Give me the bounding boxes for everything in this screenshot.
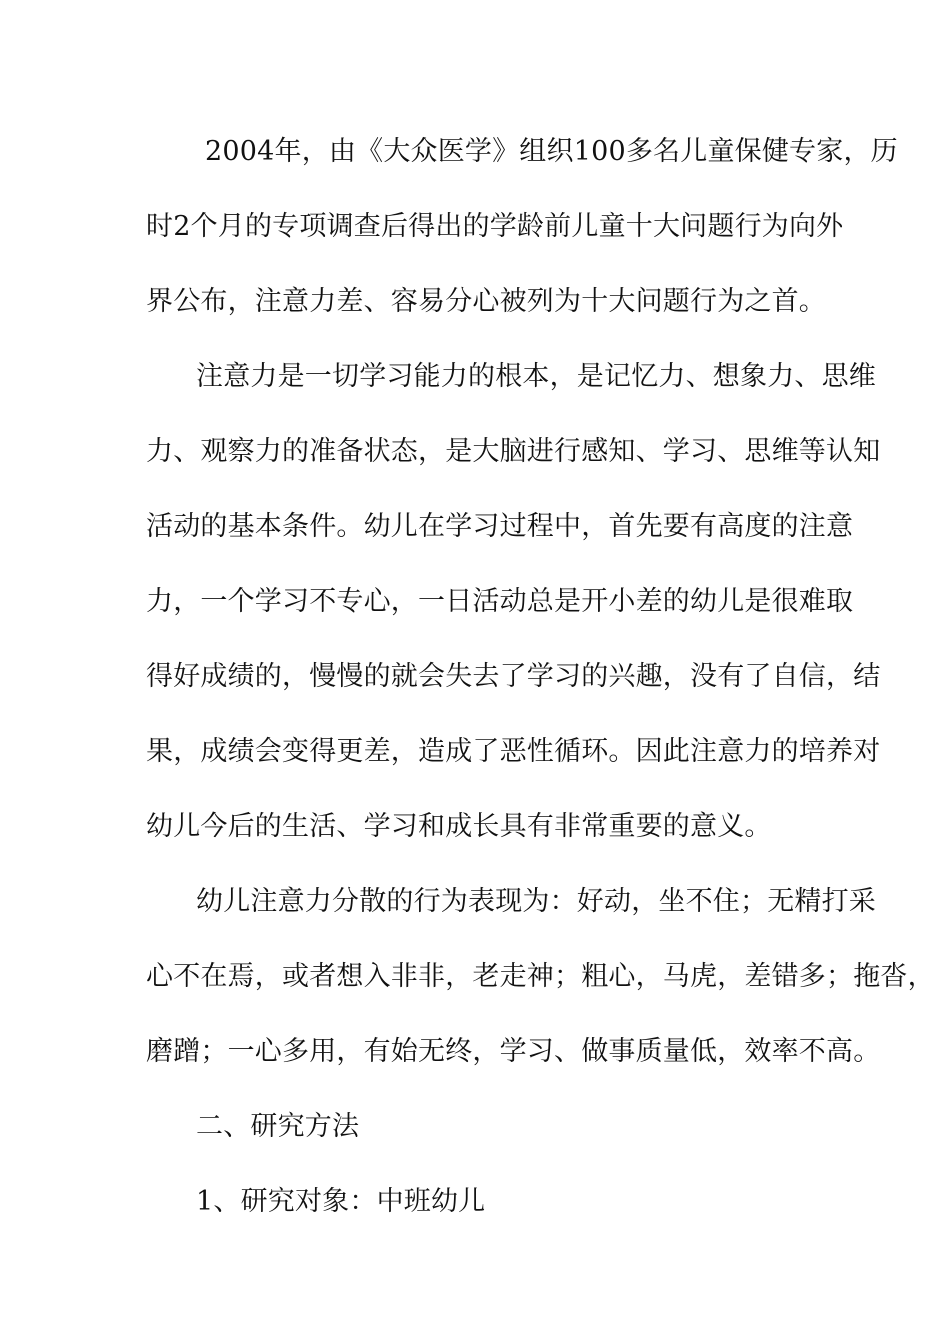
- paragraph-2-line-6: 果，成绩会变得更差，造成了恶性循环。因此注意力的培养对: [146, 736, 881, 767]
- paragraph-3-line-3: 磨蹭；一心多用，有始无终，学习、做事质量低，效率不高。: [146, 1036, 881, 1067]
- paragraph-2-line-3: 活动的基本条件。幼儿在学习过程中，首先要有高度的注意: [146, 511, 854, 542]
- subsection-heading: 1、研究对象：中班幼儿: [196, 1186, 486, 1217]
- paragraph-2-line-1: 注意力是一切学习能力的根本，是记忆力、想象力、思维: [196, 361, 876, 392]
- paragraph-1-line-1: 2004年，由《大众医学》组织100多名儿童保健专家，历: [205, 136, 898, 167]
- paragraph-2-line-4: 力，一个学习不专心，一日活动总是开小差的幼儿是很难取: [146, 586, 854, 617]
- section-heading: 二、研究方法: [196, 1111, 360, 1142]
- paragraph-2-line-7: 幼儿今后的生活、学习和成长具有非常重要的意义。: [146, 811, 772, 842]
- paragraph-3-line-2: 心不在焉，或者想入非非，老走神；粗心，马虎，差错多；拖沓，: [146, 961, 935, 992]
- paragraph-2-line-2: 力、观察力的准备状态，是大脑进行感知、学习、思维等认知: [146, 436, 881, 467]
- paragraph-1-line-3: 界公布，注意力差、容易分心被列为十大问题行为之首。: [146, 286, 826, 317]
- paragraph-3-line-1: 幼儿注意力分散的行为表现为：好动，坐不住；无精打采: [196, 886, 876, 917]
- paragraph-1-line-2: 时2个月的专项调查后得出的学龄前儿童十大问题行为向外: [146, 211, 844, 242]
- paragraph-2-line-5: 得好成绩的，慢慢的就会失去了学习的兴趣，没有了自信，结: [146, 661, 881, 692]
